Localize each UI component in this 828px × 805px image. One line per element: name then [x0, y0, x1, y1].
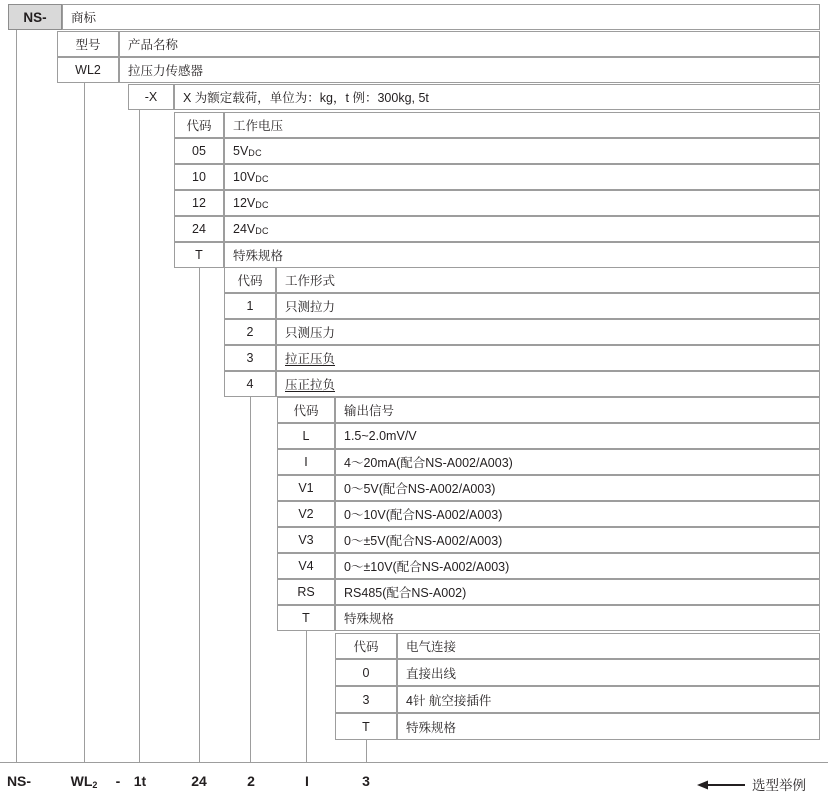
example-part-voltage: 24	[191, 773, 207, 789]
output-row-desc-cell	[335, 475, 820, 501]
example-part-connection: 3	[362, 773, 370, 789]
connection-row-desc-cell	[397, 686, 820, 713]
output-row-desc-text: RS485(配合NS-A002)	[344, 586, 467, 600]
voltage-row-desc-cell	[224, 216, 820, 242]
connection-row-desc-text: 特殊规格	[406, 720, 457, 735]
voltage-row-suffix: DC	[255, 200, 269, 210]
connector-line-load	[139, 110, 140, 762]
model-wl2-code-text: WL2	[75, 63, 101, 77]
connector-line-model	[84, 83, 85, 762]
voltage-row-desc-cell	[224, 190, 820, 216]
mode-row-code-text: 1	[246, 299, 254, 313]
output-row-code-cell	[277, 423, 335, 449]
output-row-code-text: RS	[297, 585, 315, 599]
output-row-code-cell	[277, 553, 335, 579]
output-row-desc-cell	[335, 605, 820, 631]
model-wl2-desc-text: 拉压力传感器	[128, 64, 204, 78]
output-row-code-text: L	[302, 429, 310, 443]
connection-row-code-cell	[335, 686, 397, 713]
load-desc-cell	[174, 84, 820, 110]
output-header-desc-text: 输出信号	[344, 404, 395, 418]
connection-row-code-text: 3	[362, 692, 370, 707]
voltage-row-desc-cell	[224, 164, 820, 190]
brand-code-text: NS-	[23, 9, 47, 25]
example-part-load: 1t	[133, 773, 147, 789]
output-row-desc-text: 4～20mA(配合NS-A002/A003)	[344, 456, 513, 470]
example-part-model	[60, 773, 108, 789]
connector-line-brand	[16, 30, 17, 762]
brand-desc-text: 商标	[71, 11, 97, 25]
mode-row-code-text: 2	[246, 325, 254, 339]
example-part-dash: -	[115, 773, 121, 789]
output-header-code-text: 代码	[293, 404, 319, 418]
example-part-model-text: WL	[70, 773, 93, 789]
connection-row-code-text: T	[362, 719, 370, 734]
output-row-desc-text: 特殊规格	[344, 612, 395, 626]
voltage-header-code-text: 代码	[186, 119, 212, 133]
voltage-row-code-cell	[174, 164, 224, 190]
model-wl2-desc-cell	[119, 57, 820, 83]
voltage-row-suffix: DC	[255, 226, 269, 236]
connection-row-code-cell	[335, 659, 397, 686]
output-row-desc-cell	[335, 553, 820, 579]
mode-header-desc-text: 工作形式	[285, 274, 336, 288]
voltage-row-code-cell	[174, 138, 224, 164]
mode-row-desc-text: 压正拉负	[285, 378, 336, 392]
voltage-row-desc-text: 特殊规格	[233, 249, 284, 263]
load-code-cell	[128, 84, 174, 110]
voltage-row-code-cell	[174, 190, 224, 216]
output-header-desc-cell	[335, 397, 820, 423]
brand-code-cell	[8, 4, 62, 30]
output-row-desc-cell	[335, 423, 820, 449]
output-row-code-text: I	[304, 455, 308, 469]
connection-row-desc-text: 4针 航空接插件	[406, 693, 492, 708]
voltage-row-desc-text: 24V	[233, 222, 256, 236]
model-label-code-cell	[57, 31, 119, 57]
connection-row-code-cell	[335, 713, 397, 740]
voltage-header-desc-text: 工作电压	[233, 119, 284, 133]
voltage-row-code-text: 24	[192, 222, 206, 236]
output-row-code-text: T	[302, 611, 310, 625]
output-row-code-text: V3	[298, 533, 314, 547]
connection-header-code-cell	[335, 633, 397, 659]
output-row-desc-cell	[335, 579, 820, 605]
mode-row-desc-cell	[276, 345, 820, 371]
output-row-code-cell	[277, 449, 335, 475]
output-row-code-text: V4	[298, 559, 314, 573]
voltage-row-desc-text: 10V	[233, 170, 256, 184]
example-part-mode: 2	[247, 773, 255, 789]
output-row-desc-cell	[335, 527, 820, 553]
connection-header-desc-text: 电气连接	[406, 640, 457, 654]
connection-header-desc-cell	[397, 633, 820, 659]
model-label-desc-cell	[119, 31, 820, 57]
voltage-row-code-cell	[174, 242, 224, 268]
voltage-row-suffix: DC	[248, 148, 262, 158]
voltage-row-code-text: 12	[192, 196, 206, 210]
connector-line-mode	[250, 397, 251, 762]
mode-row-desc-text: 拉正压负	[285, 352, 336, 366]
mode-row-desc-text: 只测拉力	[285, 300, 336, 314]
voltage-row-desc-cell	[224, 242, 820, 268]
connector-line-output	[306, 631, 307, 762]
mode-row-code-cell	[224, 319, 276, 345]
voltage-row-suffix: DC	[255, 174, 269, 184]
mode-header-desc-cell	[276, 267, 820, 293]
voltage-row-code-text: 10	[192, 170, 206, 184]
output-row-desc-cell	[335, 449, 820, 475]
connector-line-connection	[366, 740, 367, 762]
output-row-desc-text: 1.5~2.0mV/V	[344, 429, 417, 443]
output-row-code-cell	[277, 605, 335, 631]
voltage-row-desc-cell	[224, 138, 820, 164]
mode-row-code-text: 4	[246, 377, 254, 391]
load-code-text: -X	[144, 90, 158, 104]
voltage-row-code-cell	[174, 216, 224, 242]
voltage-header-desc-cell	[224, 112, 820, 138]
connection-row-desc-cell	[397, 713, 820, 740]
model-wl2-code-cell	[57, 57, 119, 83]
output-row-desc-text: 0～10V(配合NS-A002/A003)	[344, 508, 503, 522]
output-row-code-cell	[277, 475, 335, 501]
mode-row-desc-text: 只测压力	[285, 326, 336, 340]
output-row-desc-text: 0～5V(配合NS-A002/A003)	[344, 482, 496, 496]
brand-desc-cell	[62, 4, 820, 30]
connection-header-code-text: 代码	[353, 640, 379, 654]
example-part-output: I	[305, 773, 309, 789]
example-part-model-subscript: 2	[92, 780, 98, 790]
model-label-code-text: 型号	[75, 38, 101, 52]
voltage-row-desc-text: 5V	[233, 144, 249, 158]
example-part-brand: NS-	[6, 773, 32, 789]
output-row-code-cell	[277, 579, 335, 605]
connection-row-desc-cell	[397, 659, 820, 686]
voltage-header-code-cell	[174, 112, 224, 138]
mode-row-code-text: 3	[246, 351, 254, 365]
output-row-desc-cell	[335, 501, 820, 527]
mode-row-code-cell	[224, 293, 276, 319]
mode-row-desc-cell	[276, 319, 820, 345]
load-desc-text: X 为额定载荷，单位为：kg，t 例：300kg, 5t	[183, 91, 429, 105]
mode-header-code-text: 代码	[237, 274, 263, 288]
connection-row-code-text: 0	[362, 665, 370, 680]
voltage-row-code-text: T	[195, 248, 203, 262]
voltage-row-desc-text: 12V	[233, 196, 256, 210]
voltage-row-code-text: 05	[192, 144, 206, 158]
mode-row-code-cell	[224, 371, 276, 397]
connection-row-desc-text: 直接出线	[406, 666, 457, 681]
output-row-code-text: V1	[298, 481, 314, 495]
model-label-desc-text: 产品名称	[128, 38, 179, 52]
output-row-code-cell	[277, 527, 335, 553]
left-arrow-icon	[697, 780, 745, 790]
mode-row-desc-cell	[276, 293, 820, 319]
output-row-desc-text: 0～±10V(配合NS-A002/A003)	[344, 560, 510, 574]
output-row-desc-text: 0～±5V(配合NS-A002/A003)	[344, 534, 503, 548]
output-row-code-text: V2	[298, 507, 314, 521]
mode-header-code-cell	[224, 267, 276, 293]
example-row	[0, 762, 828, 805]
legend-label: 选型举例	[752, 778, 806, 793]
mode-row-code-cell	[224, 345, 276, 371]
output-row-code-cell	[277, 501, 335, 527]
mode-row-desc-cell	[276, 371, 820, 397]
connector-line-voltage	[199, 268, 200, 762]
output-header-code-cell	[277, 397, 335, 423]
